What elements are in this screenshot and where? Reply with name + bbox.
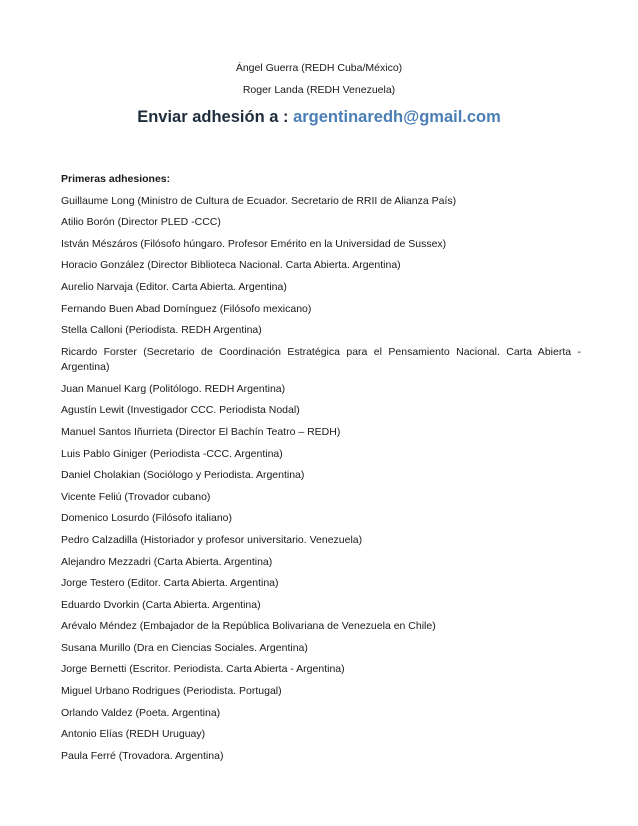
list-item: Agustín Lewit (Investigador CCC. Periodista Nodal) bbox=[61, 404, 300, 417]
list-item: Alejandro Mezzadri (Carta Abierta. Argentina) bbox=[61, 555, 273, 568]
list-item: Antonio Elías (REDH Uruguay) bbox=[61, 728, 206, 741]
adhesion-heading-text: Enviar adhesión a : bbox=[137, 108, 294, 126]
list-item: Luis Pablo Giniger (Periodista -CCC. Argentina) bbox=[61, 447, 283, 460]
list-item: Jorge Testero (Editor. Carta Abierta. Argentina) bbox=[61, 577, 279, 590]
list-item: Paula Ferré (Trovadora. Argentina) bbox=[61, 749, 224, 762]
adhesions-list-title: Primeras adhesiones: bbox=[61, 173, 171, 185]
list-item: Miguel Urbano Rodrigues (Periodista. Portugal) bbox=[61, 685, 282, 698]
list-item: Domenico Losurdo (Filósofo italiano) bbox=[61, 512, 232, 525]
list-item: Aurelio Narvaja (Editor. Carta Abierta. Argentina) bbox=[61, 280, 287, 293]
adhesion-heading bbox=[0, 106, 638, 128]
list-item: Susana Murillo (Dra en Ciencias Sociales. Argentina) bbox=[61, 641, 308, 654]
adhesions-list bbox=[61, 172, 581, 770]
list-item: Vicente Feliú (Trovador cubano) bbox=[61, 490, 211, 503]
list-item: Ricardo Forster (Secretario de Coordinación Estratégica para el Pensamiento Nacional. Carta Abierta - Argentina) bbox=[61, 345, 581, 373]
list-item: Eduardo Dvorkin (Carta Abierta. Argentina) bbox=[61, 598, 261, 611]
list-item: Atilio Borón (Director PLED -CCC) bbox=[61, 216, 221, 229]
list-item: Daniel Cholakian (Sociólogo y Periodista. Argentina) bbox=[61, 469, 305, 482]
list-item: Guillaume Long (Ministro de Cultura de Ecuador. Secretario de RRII de Alianza País) bbox=[61, 194, 457, 207]
list-item: Arévalo Méndez (Embajador de la República Bolivariana de Venezuela en Chile) bbox=[61, 620, 436, 633]
list-item: Jorge Bernetti (Escritor. Periodista. Carta Abierta - Argentina) bbox=[61, 663, 345, 676]
list-item: István Mészáros (Filósofo húngaro. Profesor Emérito en la Universidad de Sussex) bbox=[61, 237, 447, 250]
adhesion-email-link[interactable]: argentinaredh@gmail.com bbox=[293, 108, 501, 126]
list-item: Manuel Santos Iñurrieta (Director El Bachín Teatro – REDH) bbox=[61, 425, 341, 438]
list-item: Orlando Valdez (Poeta. Argentina) bbox=[61, 706, 221, 719]
list-item: Pedro Calzadilla (Historiador y profesor universitario. Venezuela) bbox=[61, 533, 363, 546]
list-item: Horacio González (Director Biblioteca Nacional. Carta Abierta. Argentina) bbox=[61, 259, 401, 272]
list-item: Stella Calloni (Periodista. REDH Argentina) bbox=[61, 324, 262, 337]
list-item: Juan Manuel Karg (Politólogo. REDH Argentina) bbox=[61, 382, 286, 395]
signatory-line-guerra: Ángel Guerra (REDH Cuba/México) bbox=[235, 62, 403, 74]
signatory-line-landa: Roger Landa (REDH Venezuela) bbox=[242, 84, 396, 96]
list-item: Fernando Buen Abad Domínguez (Filósofo mexicano) bbox=[61, 302, 312, 315]
